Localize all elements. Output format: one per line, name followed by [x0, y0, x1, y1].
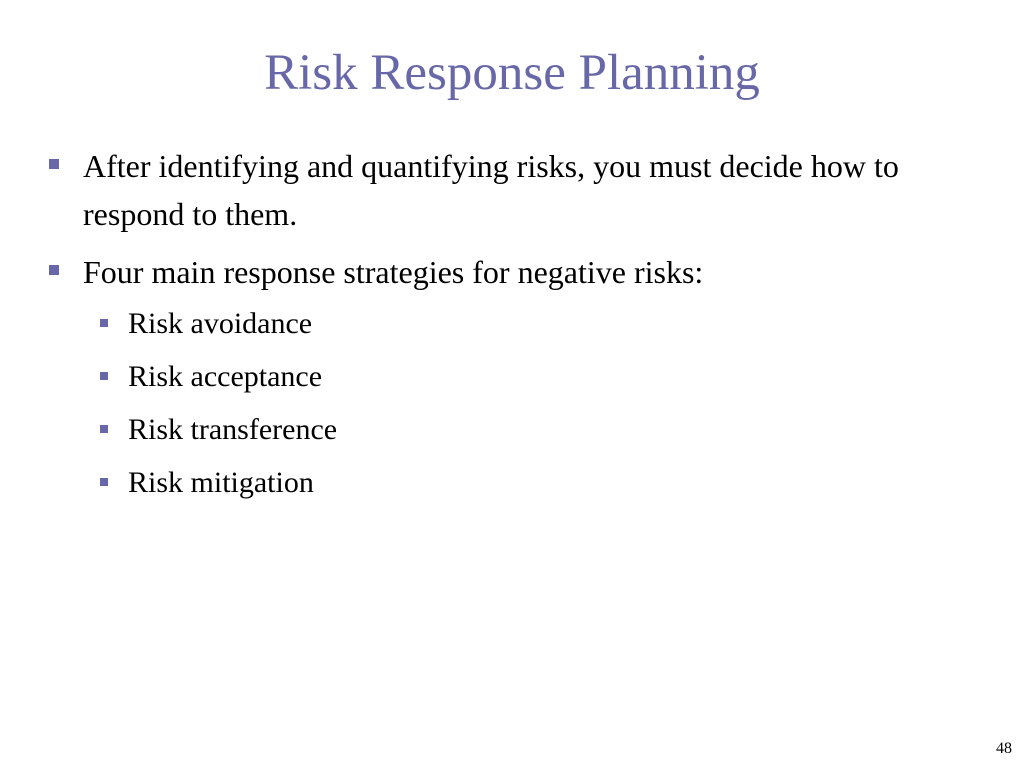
sub-bullet-item	[48, 465, 948, 518]
sub-bullet-text: Risk mitigation	[128, 466, 314, 499]
square-bullet-icon	[100, 478, 108, 486]
sub-bullet-text: Risk transference	[128, 413, 338, 446]
slide-title: Risk Response Planning	[264, 45, 760, 101]
square-bullet-icon	[49, 265, 59, 275]
square-bullet-icon	[49, 159, 59, 169]
sub-bullet-text: Risk acceptance	[128, 360, 323, 393]
square-bullet-icon	[100, 372, 108, 380]
bullet-item	[48, 142, 948, 238]
page-number: 48	[996, 740, 1012, 757]
sub-bullet-item	[48, 359, 948, 412]
sub-bullet-item	[48, 306, 948, 359]
square-bullet-icon	[100, 425, 108, 433]
slide-content	[48, 142, 948, 518]
square-bullet-icon	[100, 319, 108, 327]
sub-bullet-item	[48, 412, 948, 465]
bullet-item	[48, 248, 948, 296]
bullet-text: Four main response strategies for negative risks:	[83, 254, 704, 290]
sub-bullet-text: Risk avoidance	[128, 307, 313, 340]
bullet-text: After identifying and quantifying risks, you must decide how to respond to them.	[83, 148, 899, 232]
